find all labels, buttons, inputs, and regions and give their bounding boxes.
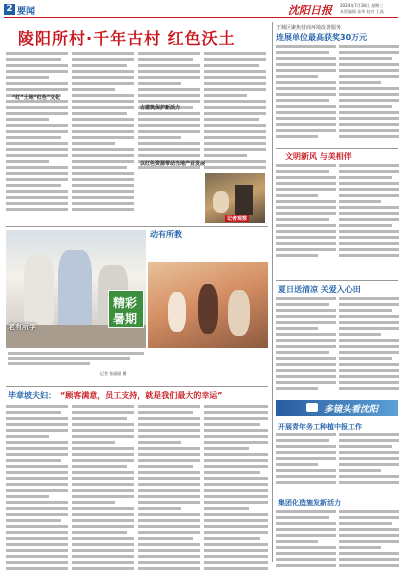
story-d-headline: 开展青年务工种植中报工作	[278, 423, 362, 431]
story-d-text-col2	[339, 433, 399, 493]
story-c-rule	[276, 280, 398, 281]
story-e-text-col2	[339, 510, 399, 572]
feature-top-rule	[6, 226, 268, 227]
story-c-text-col1	[276, 297, 336, 397]
editor-line: 本版编辑 张华 校对 王磊	[340, 9, 384, 14]
masthead-rule	[4, 17, 398, 18]
lead-story-text-col2	[72, 52, 134, 217]
lead-subhead-1: “红”土地“红色”文化	[12, 95, 61, 101]
story-a-kicker: 王城区聚焦营商环境改善服务	[276, 25, 342, 31]
story-e-headline: 集团化造施发新活力	[278, 499, 341, 507]
tag-reporter-observe: 记者观察	[227, 216, 248, 222]
story-f-headline-prefix: 毕章坡夫妇：	[8, 391, 56, 400]
story-e-text-col1	[276, 510, 336, 572]
feature-credit: 记者 张丽丽 摄	[100, 371, 127, 376]
date-line: 2024年7月18日 星期三	[340, 3, 384, 8]
story-b-text-col2	[339, 164, 399, 264]
stamp-line2: 暑期	[113, 312, 138, 326]
multi-lens-banner	[276, 400, 398, 416]
story-f-text-col3	[138, 405, 200, 573]
lead-story-text-col4	[204, 52, 266, 172]
section-number-badge: 2	[4, 4, 15, 15]
story-a-headline: 连展单位最高获奖30万元	[276, 33, 368, 42]
feature-label: 老有所学	[8, 323, 36, 331]
story-b-rule	[276, 148, 398, 149]
stamp-line1: 精彩	[113, 296, 138, 310]
story-b-text-col1	[276, 164, 336, 264]
camera-icon	[306, 403, 318, 412]
feature-caption-left	[8, 352, 144, 365]
story-c-headline: 夏日送清凉 关爱入心田	[278, 285, 361, 294]
lead-story-text-col1	[6, 52, 68, 217]
right-column-divider	[272, 22, 273, 562]
section-name: 要闻	[17, 7, 36, 17]
feature-title: 动有所教	[150, 230, 182, 239]
story-d-text-col1	[276, 433, 336, 493]
paper-logo: 沈阳日报	[288, 4, 332, 17]
story-c-text-col2	[339, 297, 399, 397]
story-f-text-col2	[72, 405, 134, 573]
lead-subhead-3: 以红色资源带动当地产业发展	[140, 161, 206, 167]
story-f-text-col1	[6, 405, 68, 573]
story-f-top-rule	[6, 386, 268, 387]
story-a-text-col2	[339, 45, 399, 145]
story-f-headline-quote: “顾客满意，员工支持，就是我们最大的幸运”	[60, 391, 223, 400]
stamp-block	[108, 290, 144, 328]
lead-subhead-2: 古建筑保护新活力	[140, 105, 181, 111]
feature-second-photo	[148, 262, 268, 348]
story-b-headline: 文明新风 与美相伴	[285, 152, 352, 161]
story-a-text-col1	[276, 45, 336, 145]
multi-lens-banner-label: 多镜头看沈阳	[324, 405, 379, 415]
story-f-text-col4	[204, 405, 268, 573]
main-headline: 陵阳所村·千年古村 红色沃土	[18, 29, 236, 48]
lead-story-text-col3	[138, 52, 200, 172]
